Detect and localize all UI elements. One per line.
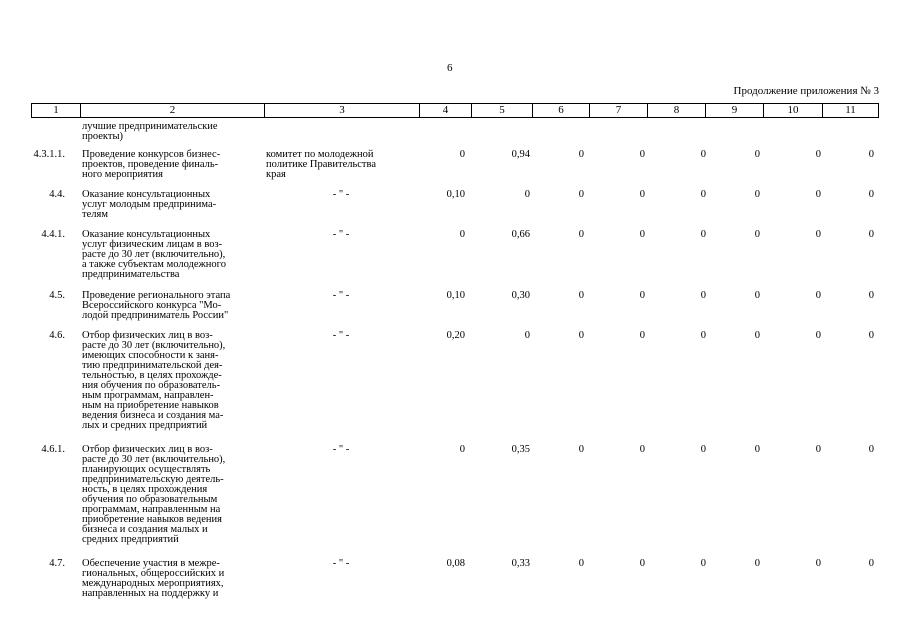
value-col-9: 0 — [754, 290, 760, 301]
value-col-9: 0 — [754, 229, 760, 240]
value-col-7: 0 — [639, 444, 645, 455]
value-col-4: 0,10 — [446, 290, 465, 301]
row-name: Обеспечение участия в межре- гиональных, общероссийских и международных мероприятиях, направленных на поддержку и — [82, 558, 225, 599]
value-col-9: 0 — [754, 444, 760, 455]
row-number: 4.7. — [49, 558, 65, 569]
value-col-7: 0 — [639, 558, 645, 569]
value-col-5: 0,66 — [511, 229, 530, 240]
value-col-10: 0 — [815, 558, 821, 569]
value-col-6: 0 — [578, 189, 584, 200]
row-executor: - " - — [332, 444, 350, 455]
value-col-10: 0 — [815, 290, 821, 301]
value-col-4: 0 — [459, 444, 465, 455]
value-col-4: 0 — [459, 229, 465, 240]
value-col-6: 0 — [578, 558, 584, 569]
row-executor: - " - — [332, 189, 350, 200]
value-col-7: 0 — [639, 149, 645, 160]
page-number: 6 — [447, 62, 453, 74]
value-col-4: 0,10 — [446, 189, 465, 200]
value-col-5: 0,30 — [511, 290, 530, 301]
value-col-9: 0 — [754, 330, 760, 341]
value-col-8: 0 — [700, 558, 706, 569]
value-col-5: 0 — [524, 330, 530, 341]
row-executor: - " - — [332, 330, 350, 341]
value-col-9: 0 — [754, 149, 760, 160]
row-number: 4.5. — [49, 290, 65, 301]
value-col-11: 0 — [868, 290, 874, 301]
value-col-8: 0 — [700, 229, 706, 240]
value-col-8: 0 — [700, 189, 706, 200]
value-col-10: 0 — [815, 330, 821, 341]
value-col-7: 0 — [639, 189, 645, 200]
value-col-6: 0 — [578, 149, 584, 160]
table-header — [31, 103, 879, 118]
header-col-6: 6 — [532, 104, 589, 117]
header-col-1: 1 — [53, 104, 59, 116]
value-col-7: 0 — [639, 229, 645, 240]
value-col-10: 0 — [815, 149, 821, 160]
value-col-7: 0 — [639, 330, 645, 341]
value-col-11: 0 — [868, 558, 874, 569]
value-col-6: 0 — [578, 444, 584, 455]
value-col-5: 0,33 — [511, 558, 530, 569]
value-col-8: 0 — [700, 330, 706, 341]
row-name: Отбор физических лиц в воз- расте до 30 лет (включительно), имеющих способности к заня- тию предпринимательской дея- тельностью, в целях прохожде- ния обучения по образователь- ным программам, направлен- ным на приобретение навыков ведения бизнеса и создания ма- лых и средних предприятий — [82, 330, 226, 431]
row-name: Оказание консультационных услуг физическим лицам в воз- расте до 30 лет (включительно), а также субъектам молодежного предпринимательства — [82, 229, 226, 280]
header-col-8: 8 — [647, 104, 705, 117]
value-col-5: 0 — [524, 189, 530, 200]
value-col-11: 0 — [868, 149, 874, 160]
value-col-9: 0 — [754, 558, 760, 569]
value-col-8: 0 — [700, 444, 706, 455]
value-col-5: 0,35 — [511, 444, 530, 455]
row-executor: - " - — [332, 558, 350, 569]
continuation-label: Продолжение приложения № 3 — [733, 85, 879, 97]
row-executor: - " - — [332, 229, 350, 240]
row-name: Проведение регионального этапа Всероссийского конкурса "Мо- лодой предприниматель России" — [82, 290, 231, 321]
value-col-10: 0 — [815, 189, 821, 200]
value-col-4: 0,20 — [446, 330, 465, 341]
value-col-7: 0 — [639, 290, 645, 301]
value-col-4: 0,08 — [446, 558, 465, 569]
header-col-5: 5 — [471, 104, 532, 117]
header-col-7: 7 — [589, 104, 647, 117]
value-col-8: 0 — [700, 149, 706, 160]
header-col-9: 9 — [705, 104, 763, 117]
row-executor: комитет по молодежной политике Правительства края — [266, 149, 376, 180]
row-number: 4.6. — [49, 330, 65, 341]
value-col-6: 0 — [578, 330, 584, 341]
value-col-11: 0 — [868, 189, 874, 200]
row-number: 4.4. — [49, 189, 65, 200]
value-col-11: 0 — [868, 444, 874, 455]
value-col-6: 0 — [578, 229, 584, 240]
row-name: Отбор физических лиц в воз- расте до 30 лет (включительно), планирующих осуществлять предпринимательскую деятель- ность, в целях прохождения обучения по образовательным программам, направленным на приобретение навыков ведения бизнеса и создания малых и средних предприятий — [82, 444, 226, 545]
carryover-text: лучшие предпринимательские проекты) — [82, 121, 218, 142]
header-col-11: 11 — [822, 104, 878, 117]
header-col-4: 4 — [419, 104, 471, 117]
value-col-6: 0 — [578, 290, 584, 301]
row-number: 4.3.1.1. — [33, 149, 65, 160]
row-number: 4.4.1. — [41, 229, 65, 240]
value-col-11: 0 — [868, 229, 874, 240]
header-col-2: 2 — [80, 104, 264, 117]
value-col-10: 0 — [815, 444, 821, 455]
header-col-10: 10 — [763, 104, 822, 117]
value-col-4: 0 — [459, 149, 465, 160]
value-col-9: 0 — [754, 189, 760, 200]
value-col-8: 0 — [700, 290, 706, 301]
value-col-11: 0 — [868, 330, 874, 341]
row-number: 4.6.1. — [41, 444, 65, 455]
value-col-5: 0,94 — [511, 149, 530, 160]
row-name: Проведение конкурсов бизнес- проектов, проведение финаль- ного мероприятия — [82, 149, 221, 180]
header-col-3: 3 — [264, 104, 419, 117]
row-name: Оказание консультационных услуг молодым предпринима- телям — [82, 189, 217, 220]
row-executor: - " - — [332, 290, 350, 301]
value-col-10: 0 — [815, 229, 821, 240]
